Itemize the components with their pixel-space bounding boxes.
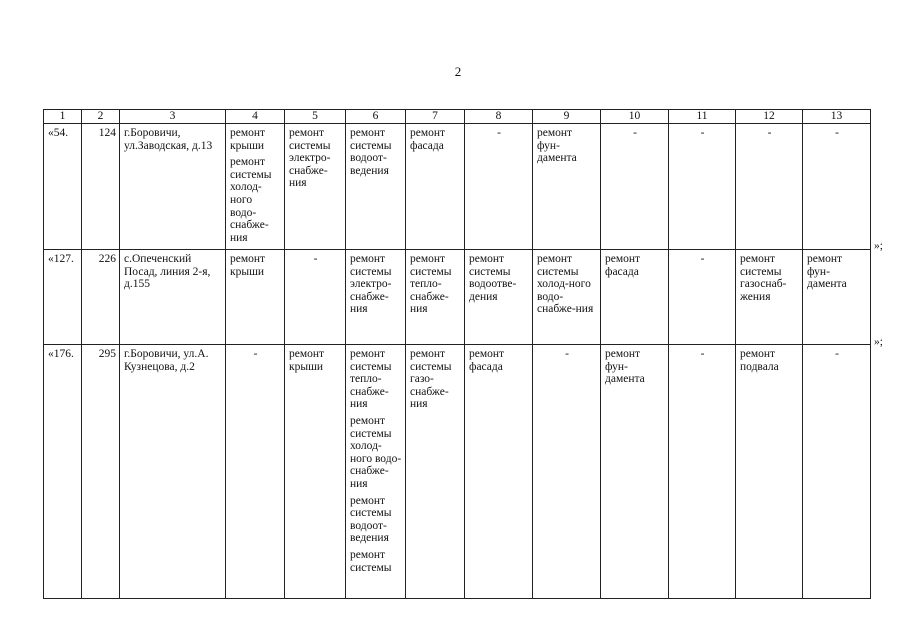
header-row bbox=[44, 110, 871, 124]
row-cell: - bbox=[669, 345, 736, 599]
row-end-quote: »; bbox=[874, 336, 883, 348]
row-cell: - bbox=[803, 345, 871, 599]
col-header: 12 bbox=[736, 110, 803, 124]
col-header: 1 bbox=[44, 110, 82, 124]
row-address: г.Боровичи, ул.Заводская, д.13 bbox=[120, 124, 226, 250]
row-cell: - bbox=[465, 124, 533, 250]
row-cell: ремонт крыши bbox=[285, 345, 346, 599]
col-header: 10 bbox=[601, 110, 669, 124]
work-item: ремонт системы холод-ного водо-снабже-ния bbox=[230, 156, 272, 244]
row-cell: - bbox=[736, 124, 803, 250]
col-header: 6 bbox=[346, 110, 406, 124]
work-item: ремонт крыши bbox=[230, 127, 266, 152]
row-cell: ремонт крыши bbox=[226, 250, 285, 345]
table-row bbox=[44, 250, 871, 345]
row-address: с.Опеченский Посад, линия 2-я, д.155 bbox=[120, 250, 226, 345]
row-cell: ремонт фасада bbox=[601, 250, 669, 345]
row-cell: ремонт подвала bbox=[736, 345, 803, 599]
row-number: «176. bbox=[44, 345, 82, 599]
work-item: ремонт системы тепло-снабже-ния bbox=[350, 348, 392, 411]
work-item: ремонт системы bbox=[350, 548, 392, 574]
row-cell: - bbox=[669, 250, 736, 345]
row-cell: - bbox=[226, 345, 285, 599]
row-cell: ремонт фун-дамента bbox=[533, 124, 601, 250]
row-cell: ремонт системы холод-ного водо-снабже-ния bbox=[533, 250, 601, 345]
col-header: 8 bbox=[465, 110, 533, 124]
row-cell: ремонт системы газо-снабже-ния bbox=[406, 345, 465, 599]
col-header: 4 bbox=[226, 110, 285, 124]
row-cell: - bbox=[803, 124, 871, 250]
row-address: г.Боровичи, ул.А. Кузнецова, д.2 bbox=[120, 345, 226, 599]
row-cell: - bbox=[285, 250, 346, 345]
row-cell: ремонт системы водоот-ведения bbox=[346, 124, 406, 250]
row-cell: ремонт системы газоснаб-жения bbox=[736, 250, 803, 345]
row-code: 295 bbox=[82, 345, 120, 599]
row-code: 124 bbox=[82, 124, 120, 250]
col-header: 5 bbox=[285, 110, 346, 124]
table-row bbox=[44, 124, 871, 250]
row-cell: - bbox=[601, 124, 669, 250]
col-header: 3 bbox=[120, 110, 226, 124]
row-cell: - bbox=[669, 124, 736, 250]
col-header: 11 bbox=[669, 110, 736, 124]
row-cell: ремонт фасада bbox=[406, 124, 465, 250]
row-cell: ремонт системы электро-снабже-ния bbox=[346, 250, 406, 345]
row-cell bbox=[346, 345, 406, 599]
col-header: 9 bbox=[533, 110, 601, 124]
row-cell bbox=[226, 124, 285, 250]
col-header: 13 bbox=[803, 110, 871, 124]
page-number: 2 bbox=[454, 64, 462, 79]
row-cell: ремонт фун-дамента bbox=[601, 345, 669, 599]
row-end-quote: »; bbox=[874, 240, 883, 252]
row-cell: ремонт фун-дамента bbox=[803, 250, 871, 345]
row-number: «54. bbox=[44, 124, 82, 250]
col-header: 2 bbox=[82, 110, 120, 124]
work-item: ремонт системы холод-ного водо-снабже-ния bbox=[350, 414, 402, 490]
work-item: ремонт системы водоот-ведения bbox=[350, 494, 392, 545]
row-number: «127. bbox=[44, 250, 82, 345]
row-code: 226 bbox=[82, 250, 120, 345]
row-cell: ремонт фасада bbox=[465, 345, 533, 599]
row-cell: - bbox=[533, 345, 601, 599]
col-header: 7 bbox=[406, 110, 465, 124]
repair-schedule-table bbox=[43, 109, 871, 599]
row-cell: ремонт системы водоотве-дения bbox=[465, 250, 533, 345]
row-cell: ремонт системы тепло-снабже-ния bbox=[406, 250, 465, 345]
table-row bbox=[44, 345, 871, 599]
row-cell: ремонт системы электро-снабже-ния bbox=[285, 124, 346, 250]
